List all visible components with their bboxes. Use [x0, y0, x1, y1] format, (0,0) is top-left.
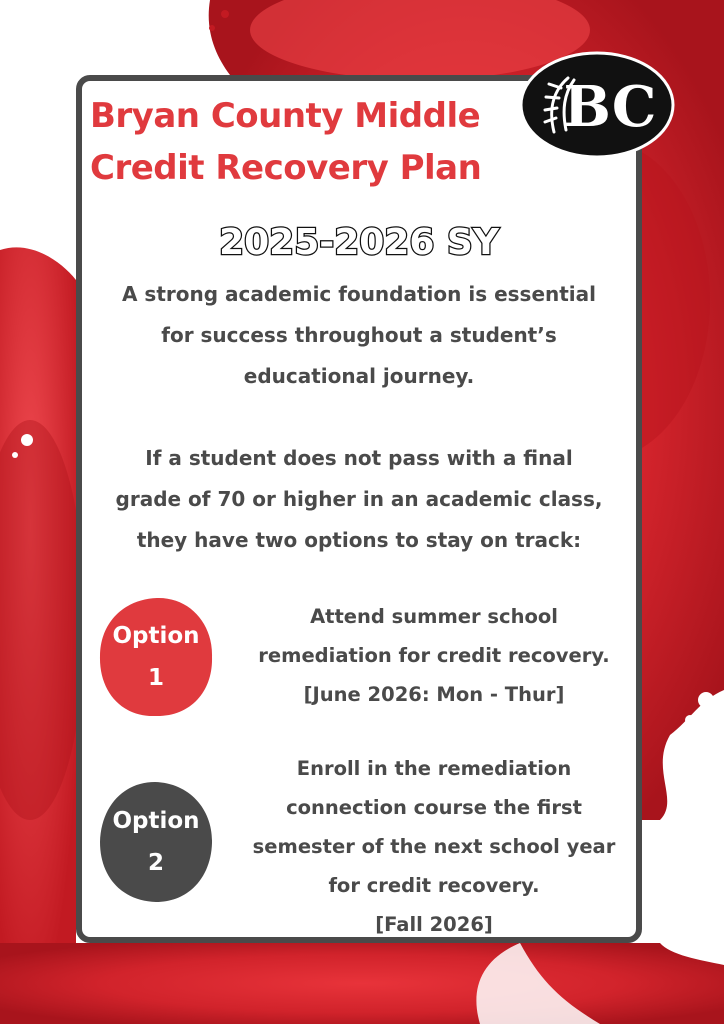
title-line-2: Credit Recovery Plan — [90, 148, 482, 188]
condition-paragraph — [86, 438, 632, 561]
page-title — [90, 90, 530, 194]
condition-line: grade of 70 or higher in an academic class, — [115, 487, 603, 511]
intro-line: educational journey. — [243, 364, 475, 388]
intro-line: for success throughout a student’s — [161, 323, 557, 347]
option-1-line: remediation for credit recovery. — [258, 644, 610, 667]
option-2-line: for credit recovery. — [328, 874, 540, 897]
option-2-line: Enroll in the remediation — [296, 757, 572, 780]
option-1-text — [232, 597, 636, 714]
option-2-badge — [97, 780, 215, 904]
condition-line: they have two options to stay on track: — [136, 528, 582, 552]
option-2-text — [232, 749, 636, 944]
logo-monogram: BC — [563, 74, 657, 140]
option-2-number: 2 — [147, 850, 164, 876]
condition-line: If a student does not pass with a final — [145, 446, 573, 470]
option-2-line: [Fall 2026] — [375, 913, 493, 936]
option-1-line: Attend summer school — [310, 605, 558, 628]
intro-line: A strong academic foundation is essential — [121, 282, 597, 306]
intro-paragraph — [86, 274, 632, 397]
title-line-1: Bryan County Middle — [90, 96, 481, 136]
option-2-line: connection course the first — [286, 796, 582, 819]
option-1-label: Option — [112, 623, 200, 649]
school-logo — [518, 50, 676, 160]
option-1-number: 1 — [147, 665, 164, 691]
option-2-line: semester of the next school year — [252, 835, 616, 858]
school-year: 2025-2026 SY — [219, 222, 499, 263]
option-1-line: [June 2026: Mon - Thur] — [303, 683, 565, 706]
option-2-label: Option — [112, 808, 200, 834]
option-1-badge — [97, 595, 215, 719]
